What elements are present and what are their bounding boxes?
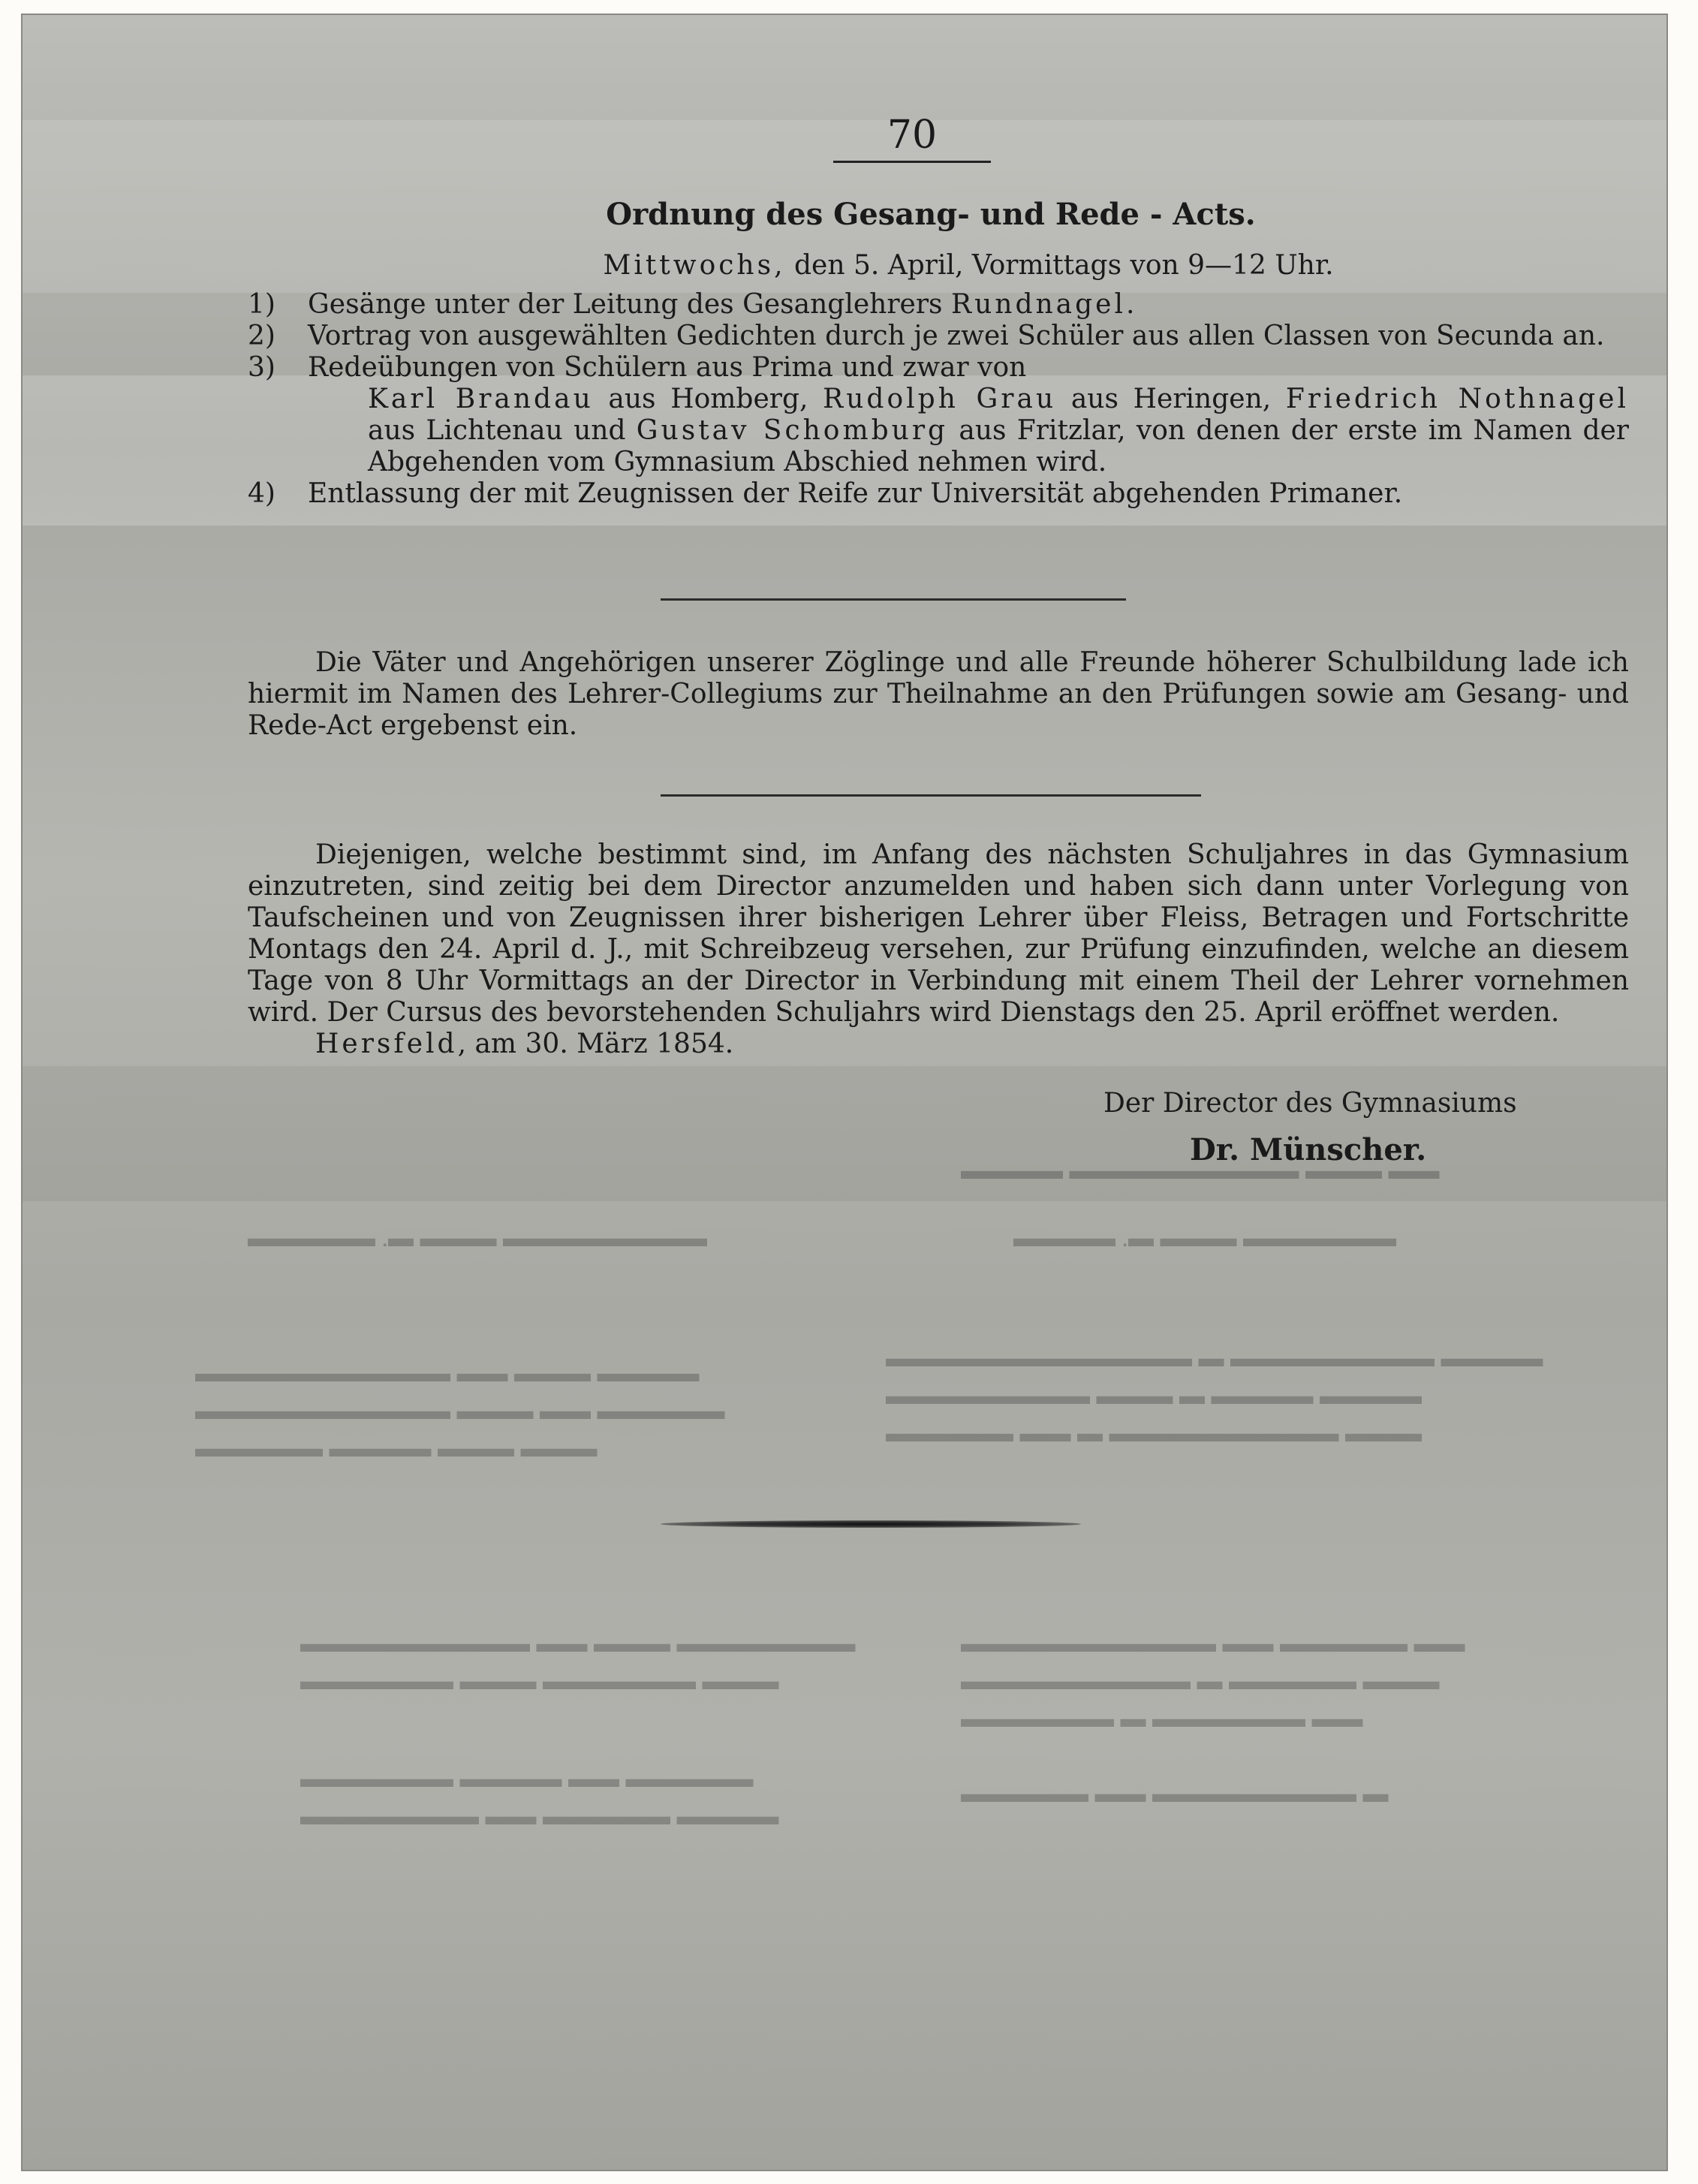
show-through-texture: ▬▬▬▬ ▬▬▬▬▬ ▬▬ ▬▬▬▬▬▬▬ (300, 1803, 779, 1830)
item-text: Vortrag von ausgewählten Gedichten durch je zwei Schüler aus allen Classen von Secunda an. (308, 321, 1605, 351)
show-through-texture: ▬▬▬▬ ▬▬▬ ▬▬ ▬▬▬▬▬▬▬▬▬▬ (195, 1360, 700, 1387)
show-through-texture: ▬▬▬ ▬▬▬▬▬▬ ▬▬▬ ▬▬▬▬▬▬ (300, 1667, 779, 1695)
invitation-paragraph (248, 647, 1629, 742)
place-name: Hersfeld (315, 1029, 458, 1059)
program-item (248, 478, 1629, 510)
show-through-texture: ▬▬▬ ▬▬▬ ▬▬▬▬ ▬▬▬▬▬ (195, 1435, 598, 1463)
teacher-name: Rundnagel (950, 289, 1127, 320)
separator-rule (661, 598, 1126, 601)
show-through-texture: ▬▬▬ ▬▬▬▬▬▬▬▬▬ ▬ ▬▬ ▬▬▬▬▬ (886, 1420, 1422, 1447)
program-item (248, 289, 1629, 321)
page-number: 70 (833, 113, 991, 163)
item-number: 1) (248, 289, 275, 320)
speaker-name: Gustav Schomburg (636, 415, 949, 446)
ink-smudge (661, 1520, 1081, 1528)
program-item (248, 352, 1629, 478)
item-number: 3) (248, 352, 275, 383)
enrollment-text: Diejenigen, welche bestimmt sind, im Anfang des nächsten Schuljahres in das Gymnasium einzutreten, sind zeitig bei dem Director anzumelden und haben sich dann unter Vorlegung von Taufscheinen und von Zeugnissen ihrer bisherigen Lehrer über Fleiss, Betragen und Fortschritte Montags den 24. April d. J., mit Schreibzeug versehen, zur Prüfung einzufinden, welche an diesem Tage von 8 Uhr Vormittags an der Director in Verbindung mit einem Theil der Lehrer vornehmen wird. Der Cursus des bevorstehenden Schuljahrs wird Dienstags den 25. April eröffnet werden. (248, 839, 1629, 1028)
show-through-texture: ▬▬▬▬▬▬ ▬▬▬ ▬. ▬▬▬▬ (1013, 1225, 1396, 1252)
show-through-texture: ▬ ▬▬▬▬▬▬▬▬ ▬▬ ▬▬▬▬▬ (961, 1780, 1389, 1808)
show-through-texture: ▬▬ ▬▬▬ ▬▬▬▬▬▬▬▬▬ ▬▬▬▬ (961, 1157, 1440, 1185)
event-date-line (555, 249, 1381, 282)
speaker-name: Rudolph Grau (823, 384, 1057, 414)
signature-name: Dr. Münscher. (1190, 1132, 1427, 1167)
signature-role: Der Director des Gymnasiums (1103, 1088, 1517, 1119)
speaker-origin: aus Homberg, (593, 384, 823, 414)
invitation-text: Die Väter und Angehörigen unserer Zöglinge und alle Freunde höherer Schulbildung lade ich hiermit im Namen des Lehrer-Collegiums zur Theilnahme an den Prüfungen sowie am Gesang- und Rede-Act ergebenst ein. (248, 647, 1629, 741)
show-through-texture: ▬▬▬▬▬ ▬▬ ▬▬▬▬ ▬▬▬▬▬▬ (300, 1765, 754, 1793)
speaker-origin: aus Heringen, (1056, 384, 1286, 414)
event-day: Mittwochs, (603, 250, 786, 281)
program-item (248, 321, 1629, 352)
show-through-texture: ▬▬▬▬▬▬▬ ▬▬▬ ▬▬ ▬▬▬▬▬▬▬▬▬ (300, 1630, 856, 1658)
speaker-name: Karl Brandau (368, 384, 594, 414)
item-text: Gesänge unter der Leitung des Gesanglehrers (308, 289, 951, 320)
show-through-texture: ▬▬ ▬▬▬▬▬▬ ▬ ▬▬▬▬▬▬ (961, 1705, 1363, 1733)
item-number: 2) (248, 321, 275, 351)
section-title: Ordnung des Gesang- und Rede - Acts. (606, 197, 1256, 232)
show-through-texture: ▬▬▬▬▬ ▬▬ ▬▬▬ ▬▬▬▬▬▬▬▬▬▬ (195, 1397, 725, 1425)
show-through-texture: ▬▬▬▬▬▬▬▬ ▬▬▬ ▬. ▬▬▬▬▬ (248, 1225, 707, 1252)
speaker-origin: aus Lichtenau und (368, 415, 637, 446)
separator-rule (661, 794, 1201, 797)
show-through-texture: ▬▬▬▬ ▬▬▬▬▬▬▬▬ ▬ ▬▬▬▬▬▬▬▬▬▬▬▬ (886, 1345, 1543, 1372)
show-through-texture: ▬▬ ▬▬▬▬▬ ▬▬ ▬▬▬▬▬▬▬▬▬▬ (961, 1630, 1465, 1658)
item-text: Entlassung der mit Zeugnissen der Reife zur Universität abgehenden Primaner. (308, 478, 1403, 509)
item-text-end: . (1126, 289, 1135, 320)
show-through-texture: ▬▬▬ ▬▬▬▬▬ ▬ ▬▬▬▬▬▬▬▬▬ (961, 1667, 1440, 1695)
date-text: , am 30. März 1854. (457, 1029, 734, 1059)
program-list (248, 289, 1629, 510)
place-date-line (248, 1029, 1629, 1060)
speakers-list (308, 384, 1629, 478)
item-number: 4) (248, 478, 275, 509)
speaker-origin: aus Fritzlar, von denen der erste im Namen der Abgehenden vom Gymnasium Abschied nehmen wird. (368, 415, 1630, 477)
speaker-name: Friedrich Nothnagel (1285, 384, 1629, 414)
show-through-texture: ▬▬▬▬ ▬▬▬▬ ▬ ▬▬▬ ▬▬▬▬▬▬▬▬ (886, 1382, 1422, 1410)
event-time: den 5. April, Vormittags von 9—12 Uhr. (793, 250, 1334, 281)
enrollment-paragraph (248, 839, 1629, 1060)
item-text: Redeübungen von Schülern aus Prima und zwar von (308, 352, 1027, 383)
